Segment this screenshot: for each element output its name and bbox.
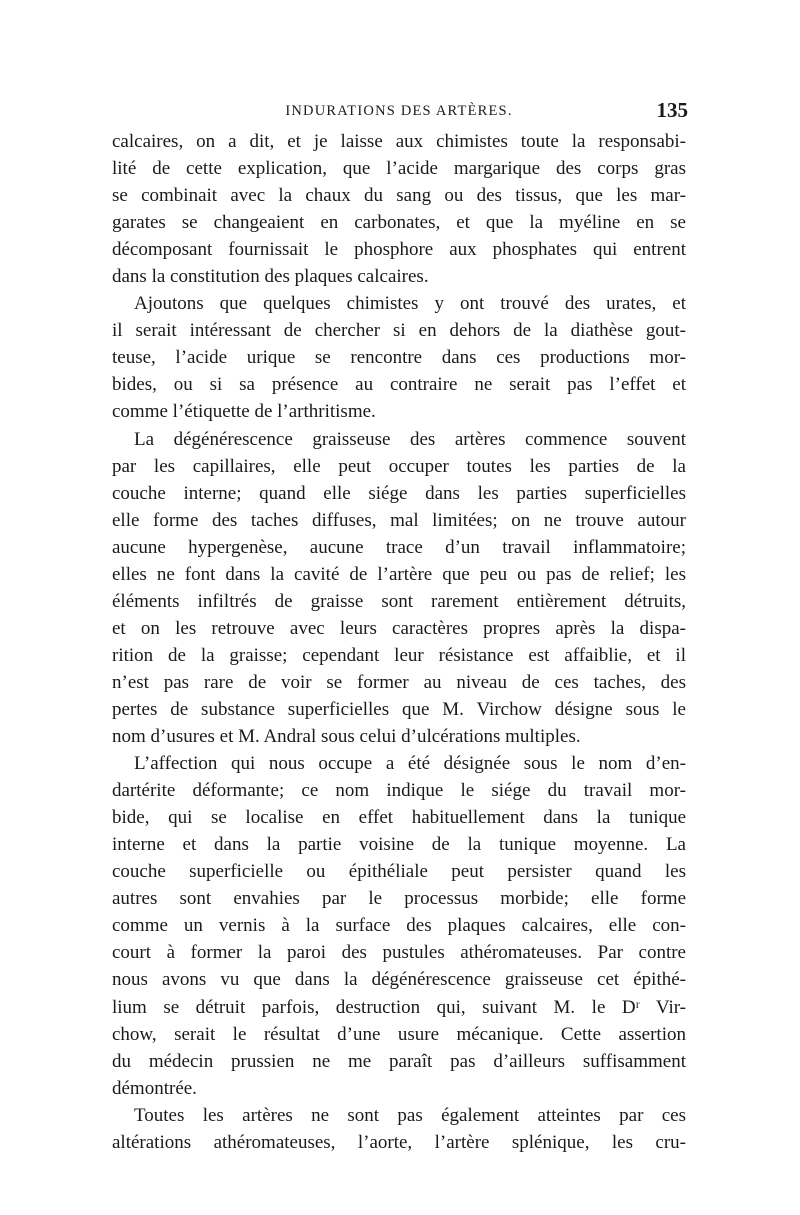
text-line: L’affection qui nous occupe a été désignée sous le nom d’en- [134, 753, 686, 775]
text-line: et on les retrouve avec leurs caractères propres après la dispa- [112, 617, 686, 639]
text-line: interne et dans la partie voisine de la tunique moyenne. La [112, 834, 686, 856]
body-text [112, 128, 686, 1156]
text-line: Toutes les artères ne sont pas également atteintes par ces [134, 1104, 686, 1126]
text-line: par les capillaires, elle peut occuper toutes les parties de la [112, 455, 686, 477]
running-title: INDURATIONS DES ARTÈRES. [285, 103, 513, 119]
text-line: du médecin prussien ne me paraît pas d’ailleurs suffisamment [112, 1050, 686, 1072]
text-line: se combinait avec la chaux du sang ou des tissus, que les mar- [112, 185, 686, 207]
text-line: garates se changeaient en carbonates, et que la myéline en se [112, 212, 686, 234]
text-line: pertes de substance superficielles que M. Virchow désigne sous le [112, 698, 686, 720]
text-line: altérations athéromateuses, l’aorte, l’artère splénique, les cru- [112, 1131, 686, 1153]
text-line: il serait intéressant de chercher si en dehors de la diathèse gout- [112, 320, 686, 342]
text-line: elles ne font dans la cavité de l’artère que peu ou pas de relief; les [112, 563, 686, 585]
text-line: démontrée. [112, 1077, 197, 1099]
text-line: Ajoutons que quelques chimistes y ont trouvé des urates, et [134, 293, 686, 315]
text-line: court à former la paroi des pustules athéromateuses. Par contre [112, 942, 686, 964]
text-line: couche interne; quand elle siége dans les parties superficielles [112, 482, 686, 504]
text-line: nom d’usures et M. Andral sous celui d’ulcérations multiples. [112, 726, 581, 748]
text-line: dans la constitution des plaques calcaires. [112, 266, 429, 288]
text-line: rition de la graisse; cependant leur résistance est affaiblie, et il [112, 644, 686, 666]
text-line: aucune hypergenèse, aucune trace d’un travail inflammatoire; [112, 536, 686, 558]
text-line: La dégénérescence graisseuse des artères commence souvent [134, 428, 686, 450]
text-line: comme un vernis à la surface des plaques calcaires, elle con- [112, 915, 686, 937]
text-line: bides, ou si sa présence au contraire ne serait pas l’effet et [112, 374, 686, 396]
text-line: dartérite déformante; ce nom indique le siége du travail mor- [112, 780, 686, 802]
text-line: lium se détruit parfois, destruction qui, suivant M. le Dʳ Vir- [112, 996, 686, 1018]
text-line: couche superficielle ou épithéliale peut persister quand les [112, 861, 686, 883]
text-line: éléments infiltrés de graisse sont rarement entièrement détruits, [112, 590, 686, 612]
text-line: décomposant fournissait le phosphore aux phosphates qui entrent [112, 239, 686, 261]
running-head [110, 98, 688, 124]
text-line: calcaires, on a dit, et je laisse aux chimistes toute la responsabi- [112, 131, 686, 152]
text-line: nous avons vu que dans la dégénérescence graisseuse cet épithé- [112, 969, 686, 991]
text-line: lité de cette explication, que l’acide margarique des corps gras [112, 158, 686, 180]
text-line: elle forme des taches diffuses, mal limitées; on ne trouve autour [112, 509, 686, 531]
text-line: autres sont envahies par le processus morbide; elle forme [112, 888, 686, 910]
text-line: chow, serait le résultat d’une usure mécanique. Cette assertion [112, 1023, 686, 1045]
page-number: 135 [656, 98, 688, 122]
text-line: comme l’étiquette de l’arthritisme. [112, 401, 376, 423]
text-line: bide, qui se localise en effet habituellement dans la tunique [112, 807, 686, 829]
text-line: n’est pas rare de voir se former au niveau de ces taches, des [112, 671, 686, 693]
text-line: teuse, l’acide urique se rencontre dans ces productions mor- [112, 347, 686, 369]
